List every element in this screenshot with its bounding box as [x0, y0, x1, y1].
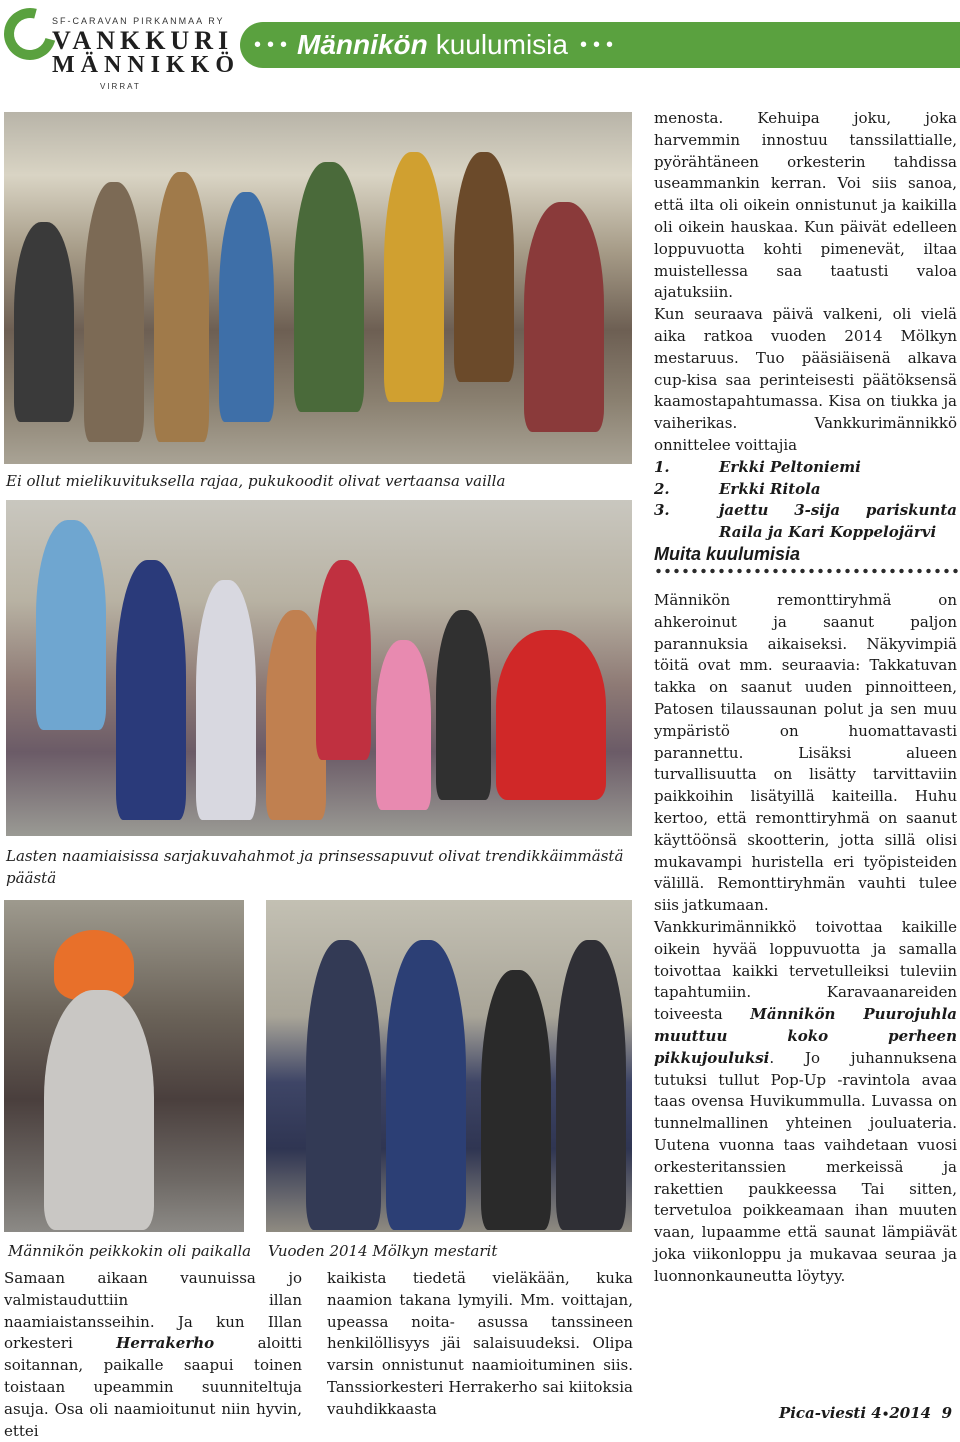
banner-dots-right: ••• [579, 33, 619, 56]
section-divider-dots [654, 566, 958, 576]
result-item [654, 500, 957, 544]
result-rank: 2. [654, 479, 670, 498]
banner-title-bold: Männikön [297, 29, 428, 60]
section-title: Muita kuulumisia [654, 544, 801, 564]
photo-caption: Lasten naamiaisissa sarjakuvahahmot ja prinsessapuvut olivat trendikkäimmästä päästä [6, 847, 624, 887]
page-number: 9 [941, 1404, 952, 1422]
band-name: Herrakerho [116, 1334, 215, 1353]
page-footer [779, 1404, 952, 1422]
photo-molkky-champions [266, 900, 632, 1232]
result-rank: 3. [654, 501, 670, 520]
article-column-4 [654, 590, 957, 1288]
result-item [654, 479, 957, 501]
event-highlight: Männikön Puurojuhla muuttuu koko perheen pikkujouluksi [654, 1005, 957, 1067]
logo-word-mannikko: MÄNNIKKÖ [52, 52, 240, 78]
publication-name: Pica-viesti 4 [778, 1404, 882, 1422]
photo-costume-party-adults [4, 112, 632, 464]
result-rank: 1. [654, 457, 670, 476]
photo-caption: Männikön peikkokin oli paikalla [8, 1242, 252, 1260]
photo-troll-costume [4, 900, 244, 1232]
article-column-3 [654, 108, 957, 544]
article-paragraph: Kun seuraava päivä valkeni, oli vielä aika ratkoa vuoden 2014 Mölkyn mestaruus. Tuo pääsiäisenä alkava cup-kisa saa perinteisesti päätöksensä kaamostapahtumassa. Kisa on tiukka ja vaiherikas. Vankkurimännikkö onnittelee voittajia [654, 305, 957, 454]
logo-club-name: SF-CARAVAN PIRKANMAA RY [52, 16, 225, 26]
result-name: Erkki Peltoniemi [719, 457, 861, 476]
article-paragraph: menosta. Kehuipa joku, joka harvemmin innostuu tanssilattialle, pyörähtäneen orkesterin tahdissa useammankin kerran. Voi siis sanoa, että ilta oli oikein onnistunut ja kaikilla oli oikein hauskaa. Kun päivät edelleen loppuvuotta kohti pimenevät, iltaa muistellessa saa taatusti valoa ajatuksiin. [654, 109, 957, 302]
article-text: Samaan aikaan vaunuissa jo valmistauduttiin illan naamiaistansseihin. Ja kun Illan orkesteri [4, 1269, 302, 1353]
article-paragraph: Männikön remonttiryhmä on ahkeroinut ja saanut paljon parannuksia aikaiseksi. Näkyvimpiä töitä ovat mm. seuraavia: Takkatuvan takka on saanut uuden pinnoitteen, Patosen tilaussaunan polut ja sen muu ympäristö on huomattavasti parannettu. Lisäksi alueen turvallisuutta on lisätty tarvittaviin paikkoihin lisätyillä kaiteilla. Huhu kertoo, että remonttiryhmä on saanut käyttöönsä skootterin, jotta sillä olisi mukavampi huristella eri työpisteiden välillä. Remonttiryhmän vauhti tulee siis jatkumaan. [654, 591, 957, 915]
article-text: . Jo juhannuksena tutuksi tullut Pop-Up -ravintola avaa taas ovensa Huvikummulla. Luvassa on tunnelmallinen yhteinen jouluateria. Uutena vuonna taas vaihdetaan vuosi orkesteritanssien merkeissä ja rakettien paukkeessa Tai sitten, tervetuloa poikkeamaan ihan muuten vaan, lupaamme että saunat lämpiävät joka viikonloppu ja mukavaa seuraa ja luonnonkauneutta löytyy. [654, 1048, 957, 1285]
banner-title-rest: kuulumisia [435, 29, 568, 60]
article-text: aloitti soitannan, paikalle saapui toinen toistaan upeammin suunniteltuja asuja. Osa oli naamioitunut niin hyvin, ettei [4, 1334, 302, 1440]
results-list [654, 457, 957, 544]
article-column-2 [327, 1268, 633, 1421]
logo-word-vankkuri: VANKKURI [52, 26, 234, 55]
photo-caption: Ei ollut mielikuvituksella rajaa, pukukoodit olivat vertaansa vailla [6, 472, 506, 490]
logo-place: VIRRAT [100, 82, 141, 91]
page-banner [240, 22, 960, 68]
club-logo [4, 4, 240, 91]
result-item [654, 457, 957, 479]
result-name: Erkki Ritola [719, 479, 821, 498]
article-text: kaikista tiedetä vieläkään, kuka naamion takana lymyili. Mm. voittajan, upeassa noita- asussa tanssineen henkilöllisyys jäi salaisuudeksi. Olipa varsin onnistunut naamioituminen siis. Tanssiorkesteri Herrakerho sai kiitoksia vauhdikkaasta [327, 1269, 633, 1418]
article-text: Vankkurimännikkö toivottaa kaikille oikein hyvää loppuvuotta ja samalla toivottaa kaikki tervetulleiksi tuleviin tapahtumiin. Karavaanareiden toiveesta [654, 917, 957, 1024]
banner-dots-left: ••• [254, 33, 294, 56]
bullet-icon: • [881, 1407, 890, 1421]
article-column-1 [4, 1268, 302, 1442]
result-name: jaettu 3-sija pariskunta Raila ja Kari Koppelojärvi [719, 501, 957, 542]
photo-childrens-costume-party [6, 500, 632, 836]
publication-year: 2014 [889, 1404, 932, 1422]
photo-caption: Vuoden 2014 Mölkyn mestarit [268, 1242, 498, 1260]
